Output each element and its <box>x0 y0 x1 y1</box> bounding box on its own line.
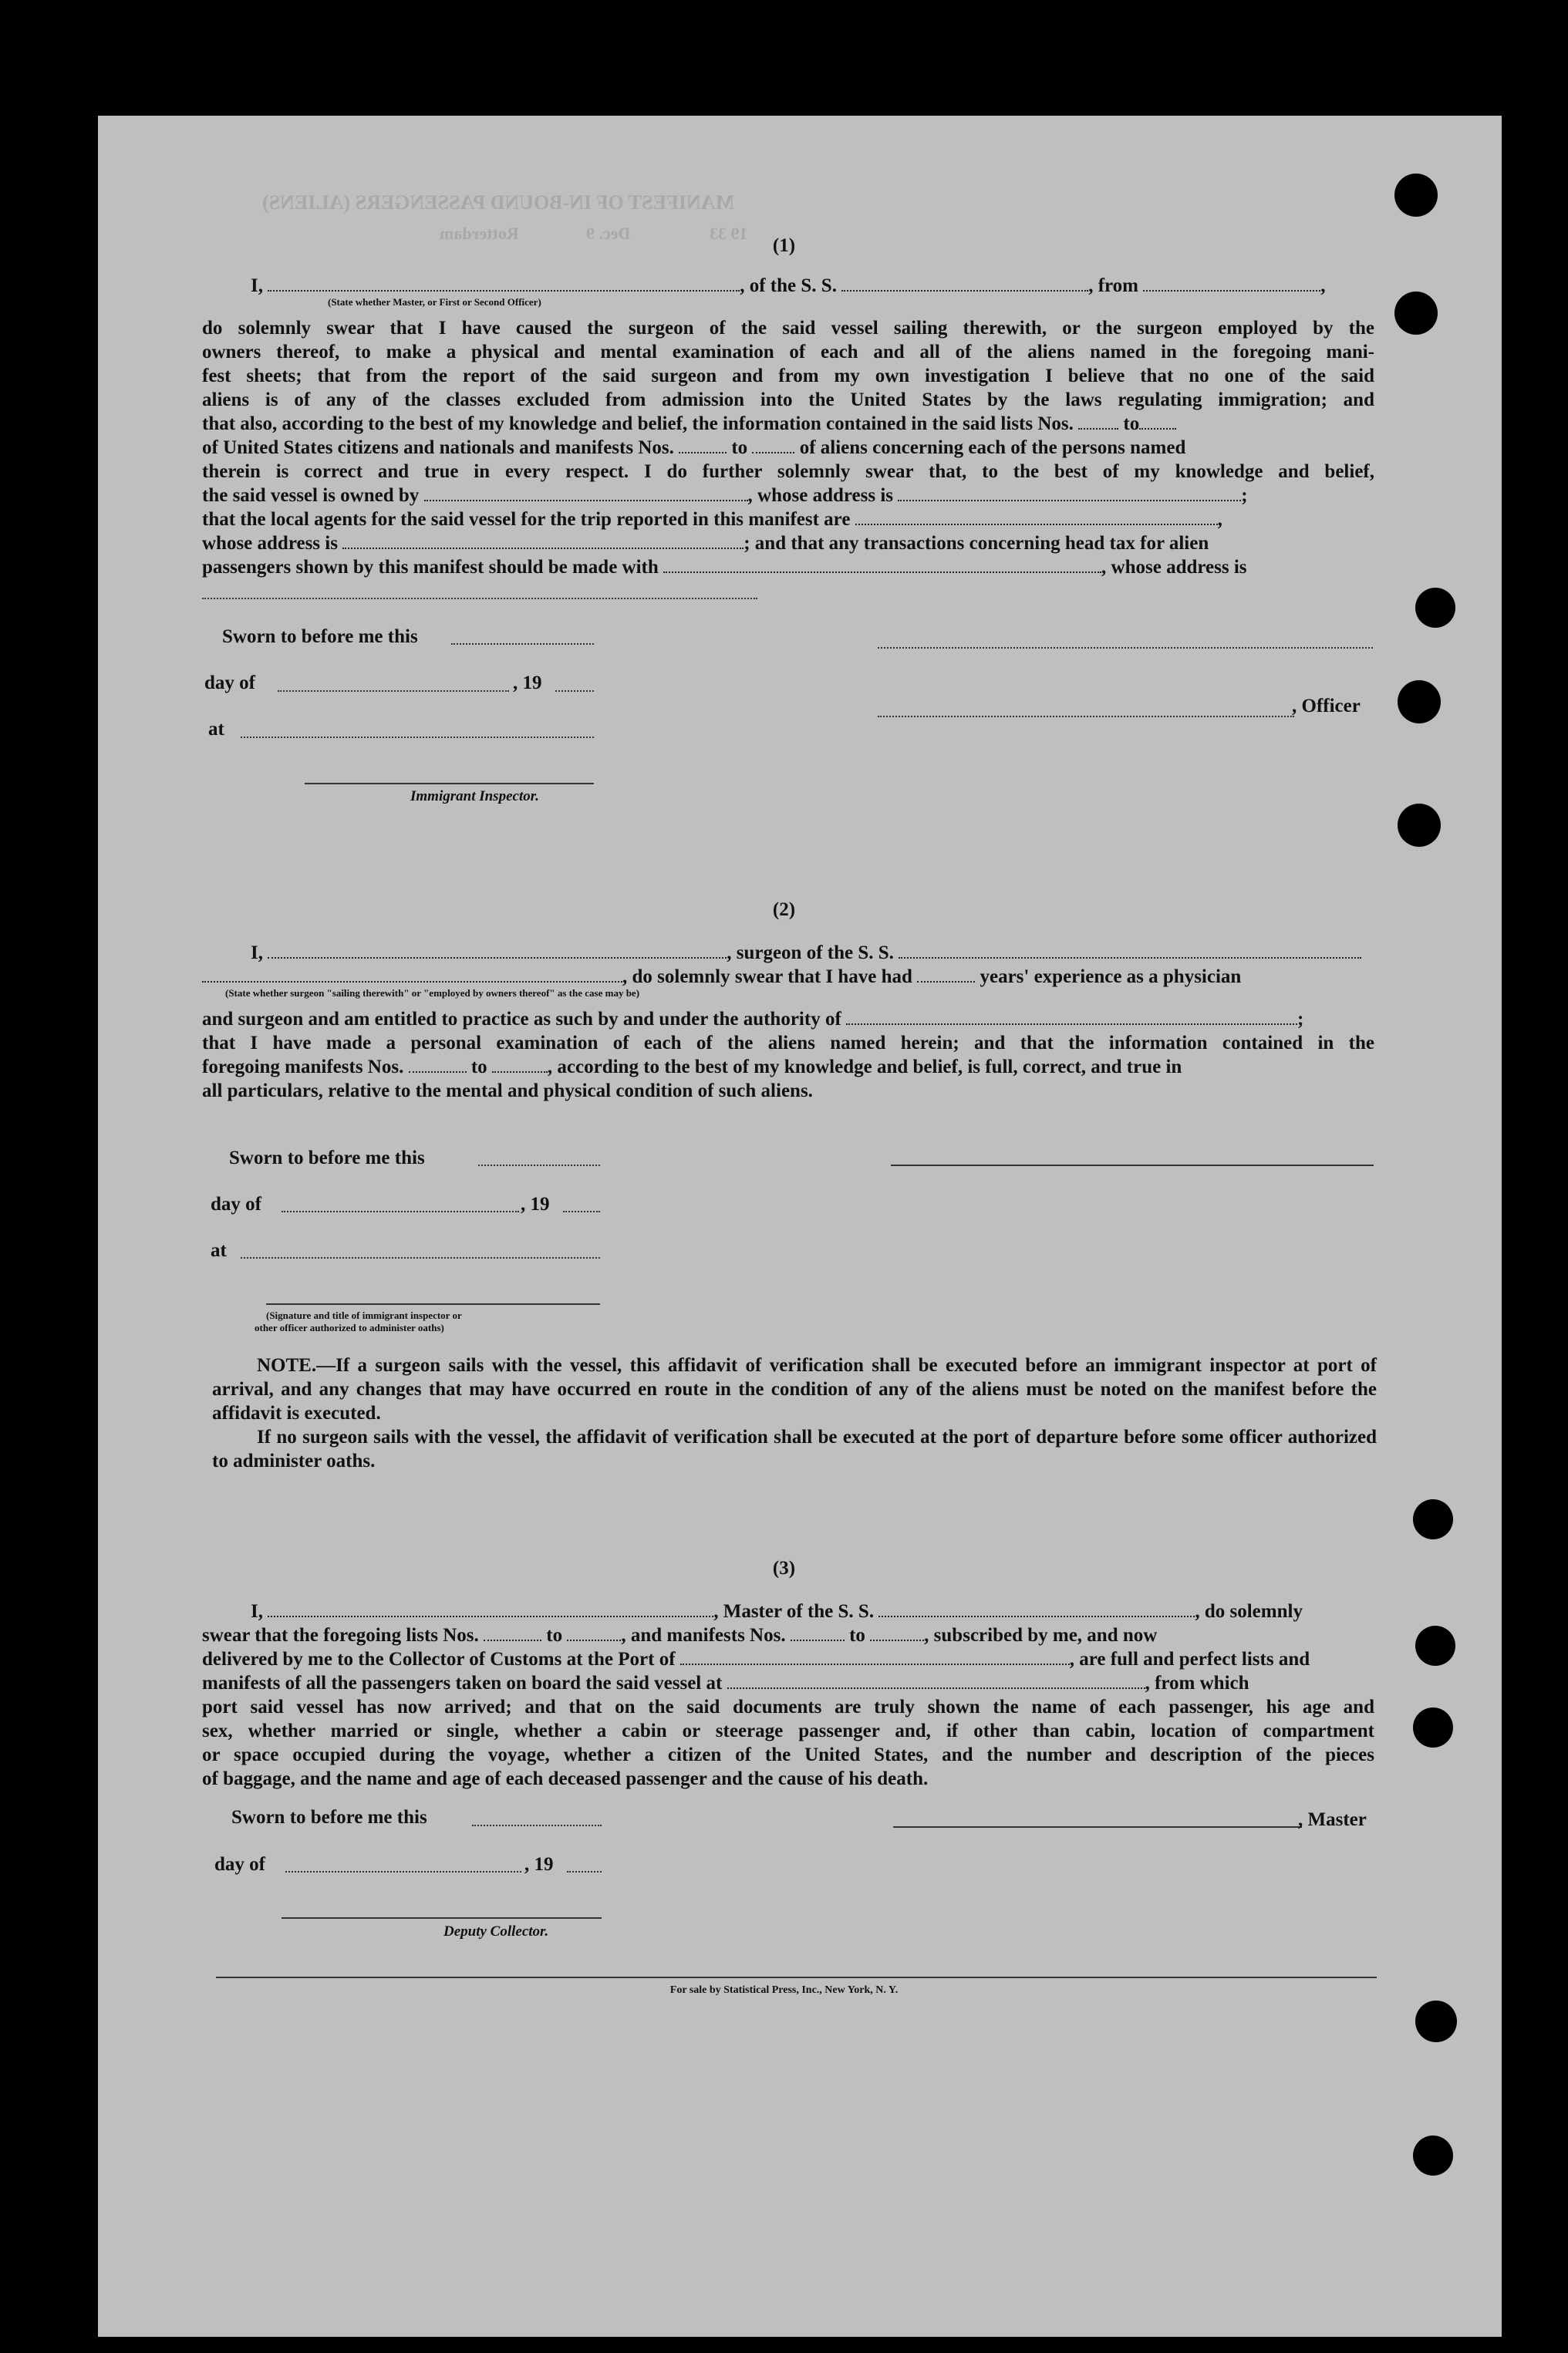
punch-hole <box>1413 1707 1453 1748</box>
section-2-line: all particulars, relative to the mental and physical condition of such aliens. <box>202 1080 813 1101</box>
section-2-line: that I have made a personal examination of each of the aliens named herein; and that the information contained in the <box>202 1033 1374 1053</box>
manifests-from-field[interactable] <box>409 1057 467 1073</box>
printer-footer: For sale by Statistical Press, Inc., New York, N. Y. <box>669 1984 899 1996</box>
surgeon-name-field[interactable] <box>268 943 727 959</box>
signature-line[interactable] <box>878 647 1373 649</box>
years-experience-field[interactable] <box>917 967 975 983</box>
lists-from-field[interactable] <box>1078 414 1118 430</box>
punch-hole <box>1415 1626 1455 1666</box>
section-1-shown-line: passengers shown by this manifest should be made with , whose address is <box>202 557 1247 578</box>
officer-hint: (State whether Master, or First or Second Officer) <box>328 296 541 308</box>
day-of-field[interactable] <box>282 1211 519 1212</box>
section-2-authority-line: and surgeon and am entitled to practice as such by and under the authority of ; <box>202 1009 1304 1030</box>
manifests-from-field[interactable] <box>679 438 727 453</box>
section-3-lists-line: swear that the foregoing lists Nos. to , and manifests Nos. to , subscribed by me, and now <box>202 1625 1158 1646</box>
from-port-field[interactable] <box>1143 276 1320 292</box>
sworn-label: Sworn to before me this <box>231 1807 427 1828</box>
year-label: , 19 <box>521 1194 550 1215</box>
note-label: NOTE. <box>257 1355 317 1376</box>
note-block <box>212 1353 1377 1473</box>
section-3-port-line: delivered by me to the Collector of Customs at the Port of , are full and perfect lists and <box>202 1649 1310 1670</box>
deputy-signature-line[interactable] <box>282 1917 602 1919</box>
sworn-date-field[interactable] <box>478 1165 600 1166</box>
sworn-label: Sworn to before me this <box>229 1148 425 1168</box>
manifests-to-field[interactable] <box>492 1057 548 1073</box>
day-of-label: day of <box>214 1854 265 1875</box>
punch-hole <box>1398 680 1441 723</box>
inspector-signature-line[interactable] <box>266 1303 600 1305</box>
bleed-through-date: Dec. 9 <box>586 224 631 243</box>
at-field[interactable] <box>241 737 594 738</box>
section-1-line: therein is correct and true in every respect. I do further solemnly swear that, to the best of my knowledge and belief, <box>202 461 1374 482</box>
day-of-label: day of <box>204 673 255 693</box>
section-2-number: (2) <box>772 899 796 920</box>
section-1-first-line: I, , of the S. S. , from , <box>251 275 1326 296</box>
punch-hole <box>1415 2001 1457 2042</box>
year-field[interactable] <box>567 1871 602 1873</box>
surgeon-vessel-field[interactable] <box>899 943 1361 959</box>
surgeon-type-field[interactable] <box>202 967 622 983</box>
note-paragraph: If no surgeon sails with the vessel, the affidavit of verification shall be executed at the port of departure before some officer authorized to administer oaths. <box>212 1427 1377 1471</box>
port-field[interactable] <box>680 1650 1070 1665</box>
punch-hole <box>1413 2136 1453 2176</box>
section-2-second-line: , do solemnly swear that I have had years' experience as a physician <box>202 965 1374 989</box>
signature-hint: (Signature and title of immigrant inspector or <box>266 1310 462 1321</box>
day-of-label: day of <box>211 1194 261 1215</box>
sworn-date-field[interactable] <box>472 1825 602 1826</box>
section-1-line: owners thereof, to make a physical and mental examination of each and all of the aliens named in the foregoing mani- <box>202 342 1374 362</box>
lists-to-field[interactable] <box>1139 414 1176 430</box>
officer-name-field[interactable] <box>268 276 740 292</box>
vessel-name-field[interactable] <box>841 276 1088 292</box>
punch-hole <box>1413 1499 1453 1539</box>
year-field[interactable] <box>555 690 594 692</box>
immigrant-inspector-label: Immigrant Inspector. <box>410 788 539 804</box>
manifests-to-field[interactable] <box>752 438 794 453</box>
section-3-number: (3) <box>772 1558 796 1579</box>
punch-hole <box>1394 292 1438 335</box>
section-1-citizens-line: of United States citizens and nationals and manifests Nos. to of aliens concerning each of the persons named <box>202 437 1186 458</box>
authority-field[interactable] <box>846 1010 1297 1025</box>
manifests-to-field[interactable] <box>870 1626 924 1641</box>
footer-rule <box>216 1977 1377 1978</box>
owner-field[interactable] <box>424 486 748 501</box>
deputy-collector-label: Deputy Collector. <box>443 1923 549 1940</box>
section-1-line: aliens is of any of the classes excluded from admission into the United States by the laws regulating immigration; and <box>202 389 1374 410</box>
lists-to-field[interactable] <box>567 1626 621 1641</box>
bleed-through-title: MANIFEST OF IN-BOUND PASSENGERS (ALIENS) <box>262 191 735 214</box>
surgeon-signature-line[interactable] <box>891 1165 1374 1166</box>
bleed-through-port: Rotterdam <box>440 224 519 243</box>
section-1-whose-line: whose address is ; and that any transactions concerning head tax for alien <box>202 533 1209 554</box>
agents-address-field[interactable] <box>342 534 744 549</box>
section-3-line: or space occupied during the voyage, whether a citizen of the United States, and the number and description of the pieces <box>202 1745 1374 1765</box>
day-of-field[interactable] <box>285 1871 521 1873</box>
head-tax-party-field[interactable] <box>663 558 1101 573</box>
punch-hole <box>1394 174 1438 217</box>
year-label: , 19 <box>524 1854 554 1875</box>
head-tax-address-field[interactable] <box>202 598 757 599</box>
section-1-agents-line: that the local agents for the said vessel for the trip reported in this manifest are , <box>202 509 1222 530</box>
punch-hole <box>1398 804 1441 847</box>
year-field[interactable] <box>563 1211 600 1212</box>
master-name-field[interactable] <box>268 1602 713 1617</box>
section-1-line: do solemnly swear that I have caused the surgeon of the said vessel sailing therewith, or the surgeon employed by the <box>202 318 1374 339</box>
note-paragraph: NOTE.—If a surgeon sails with the vessel, this affidavit of verification shall be executed before an immigrant inspector at port of arrival, and any changes that may have occurred en route in the condition of any of the aliens must be noted on the manifest before the affidavit is executed. <box>212 1355 1377 1424</box>
at-label: at <box>211 1240 227 1261</box>
section-1-number: (1) <box>772 235 796 256</box>
master-vessel-field[interactable] <box>878 1602 1195 1617</box>
inspector-signature-line[interactable] <box>305 783 594 784</box>
manifests-from-field[interactable] <box>791 1626 845 1641</box>
agents-field[interactable] <box>855 510 1218 525</box>
year-label: , 19 <box>513 673 542 693</box>
master-label: , Master <box>1298 1809 1367 1830</box>
boarding-port-field[interactable] <box>727 1674 1145 1689</box>
section-2-first-line: I, , surgeon of the S. S. <box>251 941 1373 965</box>
section-3-line: of baggage, and the name and age of each deceased passenger and the cause of his death. <box>202 1768 929 1789</box>
punch-hole <box>1415 588 1455 628</box>
section-3-line: sex, whether married or single, whether a cabin or steerage passenger and, if other than cabin, location of compartment <box>202 1721 1374 1741</box>
officer-label: , Officer <box>1292 696 1361 716</box>
day-of-field[interactable] <box>278 690 509 692</box>
surgeon-hint: (State whether surgeon "sailing therewith" or "employed by owners thereof" as the case may be) <box>225 987 640 999</box>
sworn-date-field[interactable] <box>451 643 594 645</box>
section-2-manifests-line: foregoing manifests Nos. to , according to the best of my knowledge and belief, is full, correct, and true in <box>202 1057 1182 1077</box>
section-3-line: port said vessel has now arrived; and that on the said documents are truly shown the name of each passenger, his age and <box>202 1697 1374 1718</box>
signature-hint: other officer authorized to administer oaths) <box>255 1322 444 1333</box>
section-1-owned-line: the said vessel is owned by , whose address is ; <box>202 485 1248 506</box>
owner-address-field[interactable] <box>898 486 1241 501</box>
sworn-label: Sworn to before me this <box>222 626 418 647</box>
at-label: at <box>208 719 224 740</box>
section-1-line: fest sheets; that from the report of the said surgeon and from my own investigation I believe that no one of the said <box>202 366 1374 386</box>
at-field[interactable] <box>241 1257 600 1259</box>
section-1-lists-line: that also, according to the best of my knowledge and belief, the information contained in the said lists Nos. to <box>202 412 1374 436</box>
lists-from-field[interactable] <box>484 1626 541 1641</box>
section-3-first-line: I, , Master of the S. S. , do solemnly <box>251 1601 1303 1622</box>
section-3-boarded-line: manifests of all the passengers taken on board the said vessel at , from which <box>202 1673 1249 1694</box>
i-label: I, <box>251 275 263 296</box>
officer-signature-line[interactable] <box>878 716 1294 717</box>
master-signature-line[interactable] <box>893 1826 1302 1828</box>
bleed-through-year: 19 33 <box>710 224 748 243</box>
